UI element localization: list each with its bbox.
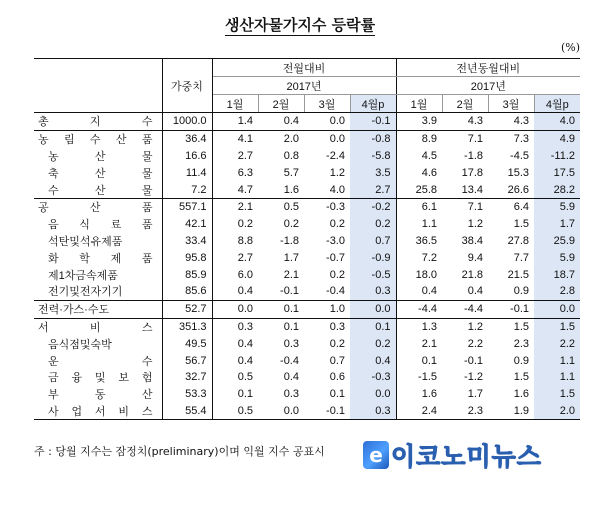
weight-cell: 32.7 <box>162 369 212 386</box>
header-month: 4월p <box>350 95 396 113</box>
yoy-cell: -4.5 <box>510 149 530 162</box>
mom-cell: 0.1 <box>329 388 345 401</box>
row-label-text: 총 지 수 <box>38 116 153 129</box>
mom-cell: 0.2 <box>329 337 345 350</box>
mom-cell: 0.1 <box>237 388 253 401</box>
row-label <box>34 300 162 318</box>
table-row <box>34 249 580 266</box>
yoy-cell: 18.0 <box>396 266 442 283</box>
yoy-cell: 21.5 <box>507 268 530 281</box>
watermark-text: 이코노미뉴스 <box>391 442 542 471</box>
mom-cell: 0.2 <box>350 335 396 352</box>
yoy-cell: 5.9 <box>534 198 580 215</box>
yoy-cell: 4.9 <box>534 130 580 147</box>
mom-cell: 3.5 <box>350 164 396 181</box>
weight-cell: 53.3 <box>162 386 212 403</box>
mom-cell: 0.4 <box>283 371 299 384</box>
mom-cell: 0.2 <box>350 216 396 233</box>
header-weight: 가중치 <box>162 59 212 113</box>
yoy-cell: 18.7 <box>534 266 580 283</box>
yoy-cell: 0.1 <box>396 352 442 369</box>
table-row <box>34 369 580 386</box>
row-label-text: 사 업 서 비 스 <box>48 405 153 418</box>
row-label-text: 전기및전자기기 <box>48 286 123 299</box>
header-month: 3월 <box>488 95 534 113</box>
yoy-cell: 28.2 <box>534 181 580 198</box>
yoy-cell: 1.5 <box>488 318 534 335</box>
table-row <box>34 198 580 215</box>
mom-cell: 0.2 <box>283 218 299 231</box>
table-row <box>34 283 580 300</box>
mom-cell: 1.2 <box>329 166 345 179</box>
row-label-text: 축 산 물 <box>48 167 153 180</box>
yoy-cell: 2.4 <box>396 403 442 420</box>
mom-cell: 6.0 <box>237 268 253 281</box>
mom-cell: 0.1 <box>350 318 396 335</box>
yoy-cell: 6.4 <box>488 198 534 215</box>
mom-cell: -2.4 <box>326 149 345 162</box>
yoy-cell: -1.2 <box>464 371 484 384</box>
mom-cell: -0.3 <box>304 198 350 215</box>
mom-cell: 0.3 <box>350 403 396 420</box>
weight-cell: 95.8 <box>162 249 212 266</box>
header-month: 2월 <box>258 95 304 113</box>
weight-cell: 33.4 <box>162 233 212 250</box>
mom-cell: 1.7 <box>283 251 299 264</box>
mom-cell: -0.4 <box>280 354 299 367</box>
yoy-cell: 25.9 <box>534 233 580 250</box>
yoy-cell: 7.3 <box>488 130 534 147</box>
row-label-text: 음 식 료 품 <box>48 219 153 232</box>
mom-cell: 0.3 <box>350 283 396 300</box>
weight-cell: 36.4 <box>162 130 212 147</box>
table-title: 생산자물가지수 등락률 <box>224 16 376 34</box>
yoy-cell: -4.4 <box>442 300 488 318</box>
yoy-cell: 4.3 <box>467 115 484 128</box>
footnote: 주 : 당월 지수는 잠정치(preliminary)이며 익월 지수 공표시 <box>34 445 325 458</box>
table-row <box>34 335 580 352</box>
mom-cell: 2.7 <box>350 181 396 198</box>
row-label-text: 농 림 수 산 품 <box>38 134 153 147</box>
yoy-cell: 0.4 <box>467 285 484 298</box>
mom-cell: 0.0 <box>283 404 299 417</box>
table-row <box>34 181 580 198</box>
yoy-cell: 2.8 <box>534 283 580 300</box>
row-label-text: 수 산 물 <box>48 184 153 197</box>
yoy-cell: 17.8 <box>461 166 484 179</box>
yoy-cell: 17.5 <box>534 164 580 181</box>
header-month: 3월 <box>304 95 350 113</box>
yoy-cell: 1.9 <box>513 404 530 417</box>
table-row <box>34 403 580 420</box>
mom-cell: 0.1 <box>258 318 304 335</box>
yoy-cell: 2.3 <box>513 337 530 350</box>
yoy-cell: 3.9 <box>396 113 442 131</box>
row-label <box>34 318 162 335</box>
mom-cell: 8.8 <box>237 234 253 247</box>
table-row <box>34 216 580 233</box>
mom-cell: 0.1 <box>258 300 304 318</box>
row-label <box>34 198 162 215</box>
row-label <box>34 130 162 147</box>
row-label-text: 공 산 품 <box>38 202 153 215</box>
row-label <box>34 249 162 266</box>
yoy-cell: 1.2 <box>442 318 488 335</box>
mom-cell: 0.4 <box>237 354 253 367</box>
weight-cell: 42.1 <box>162 216 212 233</box>
row-label-text: 서 비 스 <box>38 321 153 334</box>
row-label <box>34 216 162 233</box>
header-month: 2월 <box>442 95 488 113</box>
yoy-cell: 1.5 <box>534 318 580 335</box>
mom-cell: 0.2 <box>329 218 345 231</box>
yoy-cell: 1.1 <box>534 369 580 386</box>
row-label <box>34 403 162 420</box>
header-month: 1월 <box>212 95 258 113</box>
yoy-cell: 1.5 <box>513 371 530 384</box>
weight-cell: 557.1 <box>162 198 212 215</box>
row-label-text: 제1차금속제품 <box>48 269 118 282</box>
row-label-text: 부 동 산 <box>48 389 153 402</box>
table-row <box>34 113 580 131</box>
mom-cell: -0.3 <box>350 369 396 386</box>
table-body <box>34 113 580 420</box>
mom-cell: -0.1 <box>326 404 345 417</box>
watermark <box>363 440 542 470</box>
mom-cell: 5.7 <box>283 166 299 179</box>
mom-cell: 1.6 <box>283 183 299 196</box>
mom-cell: 0.6 <box>329 371 345 384</box>
row-label <box>34 352 162 369</box>
row-label-text: 화 학 제 품 <box>48 252 153 265</box>
mom-cell: 0.0 <box>350 386 396 403</box>
header-year-yoy: 2017년 <box>396 77 580 95</box>
yoy-cell: 15.3 <box>507 166 530 179</box>
mom-cell: 0.4 <box>283 115 299 128</box>
yoy-cell: 0.9 <box>513 354 530 367</box>
header-year-mom: 2017년 <box>212 77 396 95</box>
mom-cell: -1.8 <box>280 234 299 247</box>
mom-cell: 0.0 <box>329 115 345 128</box>
weight-cell: 52.7 <box>162 300 212 318</box>
header-item-blank <box>34 59 162 113</box>
row-label <box>34 113 162 131</box>
yoy-cell: -1.8 <box>464 149 484 162</box>
weight-cell: 85.6 <box>162 283 212 300</box>
unit-label: (%) <box>560 41 580 54</box>
yoy-cell: 36.5 <box>396 233 442 250</box>
row-label-text: 석탄및석유제품 <box>48 235 123 248</box>
yoy-cell: 2.0 <box>534 403 580 420</box>
mom-cell: 0.2 <box>329 268 345 281</box>
table-row <box>34 130 580 147</box>
yoy-cell: 0.4 <box>396 283 442 300</box>
mom-cell: 2.1 <box>212 198 258 215</box>
header-mom: 전월대비 <box>212 59 396 77</box>
mom-cell: 2.7 <box>237 149 253 162</box>
row-label <box>34 386 162 403</box>
mom-cell: 1.4 <box>237 115 253 128</box>
weight-cell: 7.2 <box>162 181 212 198</box>
yoy-cell: 2.2 <box>467 337 484 350</box>
yoy-cell: 2.3 <box>467 404 484 417</box>
mom-cell: -0.2 <box>350 198 396 215</box>
yoy-cell: -0.1 <box>464 354 484 367</box>
yoy-cell: -4.4 <box>396 300 442 318</box>
row-label-text: 음식점및숙박 <box>48 338 112 351</box>
yoy-cell: 1.5 <box>513 218 530 231</box>
table-row <box>34 266 580 283</box>
mom-cell: 0.0 <box>304 130 350 147</box>
table-row <box>34 233 580 250</box>
weight-cell: 85.9 <box>162 266 212 283</box>
row-label <box>34 369 162 386</box>
row-label <box>34 283 162 300</box>
mom-cell: 4.7 <box>237 183 253 196</box>
yoy-cell: -0.1 <box>488 300 534 318</box>
mom-cell: 0.3 <box>283 388 299 401</box>
yoy-cell: 1.2 <box>467 218 484 231</box>
yoy-cell: 2.1 <box>396 335 442 352</box>
table-row <box>34 148 580 165</box>
mom-cell: 0.5 <box>237 371 253 384</box>
yoy-cell: -1.5 <box>396 369 442 386</box>
yoy-cell: 9.4 <box>467 251 484 264</box>
yoy-cell: 4.6 <box>396 164 442 181</box>
yoy-cell: 26.6 <box>507 183 530 196</box>
weight-cell: 16.6 <box>162 148 212 165</box>
row-label <box>34 148 162 165</box>
mom-cell: -0.1 <box>280 285 299 298</box>
mom-cell: 0.7 <box>350 233 396 250</box>
yoy-cell: 1.1 <box>534 352 580 369</box>
yoy-cell: 4.0 <box>534 113 580 131</box>
mom-cell: -0.7 <box>326 251 345 264</box>
yoy-cell: 2.2 <box>534 335 580 352</box>
mom-cell: 0.4 <box>237 337 253 350</box>
weight-cell: 11.4 <box>162 164 212 181</box>
header-month: 4월p <box>534 95 580 113</box>
row-label-text: 운 수 <box>48 355 153 368</box>
table-row <box>34 352 580 369</box>
mom-cell: 0.5 <box>237 404 253 417</box>
yoy-cell: 1.1 <box>396 216 442 233</box>
header-month: 1월 <box>396 95 442 113</box>
yoy-cell: 25.8 <box>396 181 442 198</box>
mom-cell: -5.8 <box>350 148 396 165</box>
yoy-cell: 7.2 <box>396 249 442 266</box>
yoy-cell: 38.4 <box>461 234 484 247</box>
weight-cell: 55.4 <box>162 403 212 420</box>
yoy-cell: 1.6 <box>396 386 442 403</box>
yoy-cell: 21.8 <box>461 268 484 281</box>
row-label <box>34 335 162 352</box>
mom-cell: 4.1 <box>212 130 258 147</box>
row-label-text: 전력·가스·수도 <box>38 304 110 317</box>
mom-cell: 0.3 <box>304 318 350 335</box>
yoy-cell: 1.7 <box>534 216 580 233</box>
row-label-text: 농 산 물 <box>48 150 153 163</box>
row-label <box>34 181 162 198</box>
mom-cell: 0.4 <box>350 352 396 369</box>
mom-cell: 0.4 <box>237 285 253 298</box>
weight-cell: 351.3 <box>162 318 212 335</box>
table-row <box>34 386 580 403</box>
mom-cell: 0.7 <box>329 354 345 367</box>
economy-news-logo: e <box>363 441 389 469</box>
mom-cell: 1.0 <box>304 300 350 318</box>
row-label-text: 금 융 및 보 험 <box>48 372 153 385</box>
yoy-cell: 7.7 <box>513 251 530 264</box>
yoy-cell: 6.1 <box>396 198 442 215</box>
yoy-cell: 1.6 <box>513 388 530 401</box>
yoy-cell: 4.5 <box>396 148 442 165</box>
yoy-cell: -11.2 <box>534 148 580 165</box>
mom-cell: 4.0 <box>329 183 345 196</box>
mom-cell: 0.0 <box>350 300 396 318</box>
mom-cell: -0.8 <box>350 130 396 147</box>
yoy-cell: 7.1 <box>442 198 488 215</box>
yoy-cell: 1.5 <box>534 386 580 403</box>
yoy-cell: 4.3 <box>513 115 530 128</box>
mom-cell: -0.9 <box>350 249 396 266</box>
weight-cell: 1000.0 <box>162 113 212 131</box>
mom-cell: 6.3 <box>237 166 253 179</box>
row-label <box>34 164 162 181</box>
mom-cell: 0.0 <box>212 300 258 318</box>
mom-cell: -3.0 <box>326 234 345 247</box>
mom-cell: -0.5 <box>350 266 396 283</box>
yoy-cell: 5.9 <box>534 249 580 266</box>
weight-cell: 49.5 <box>162 335 212 352</box>
mom-cell: 0.2 <box>237 218 253 231</box>
yoy-cell: 1.7 <box>467 388 484 401</box>
mom-cell: 2.1 <box>283 268 299 281</box>
yoy-cell: 27.8 <box>507 234 530 247</box>
row-label <box>34 233 162 250</box>
yoy-cell: 1.3 <box>396 318 442 335</box>
yoy-cell: 7.1 <box>442 130 488 147</box>
mom-cell: 0.8 <box>283 149 299 162</box>
table-row <box>34 164 580 181</box>
mom-cell: 2.7 <box>237 251 253 264</box>
mom-cell: -0.1 <box>350 113 396 131</box>
mom-cell: -0.4 <box>326 285 345 298</box>
ppi-table <box>34 58 580 420</box>
table-row <box>34 318 580 335</box>
yoy-cell: 8.9 <box>396 130 442 147</box>
mom-cell: 0.3 <box>212 318 258 335</box>
mom-cell: 0.5 <box>258 198 304 215</box>
table-row <box>34 300 580 318</box>
mom-cell: 0.3 <box>283 337 299 350</box>
header-yoy: 전년동월대비 <box>396 59 580 77</box>
mom-cell: 2.0 <box>258 130 304 147</box>
yoy-cell: 0.0 <box>534 300 580 318</box>
yoy-cell: 0.9 <box>513 285 530 298</box>
row-label <box>34 266 162 283</box>
weight-cell: 56.7 <box>162 352 212 369</box>
yoy-cell: 13.4 <box>461 183 484 196</box>
